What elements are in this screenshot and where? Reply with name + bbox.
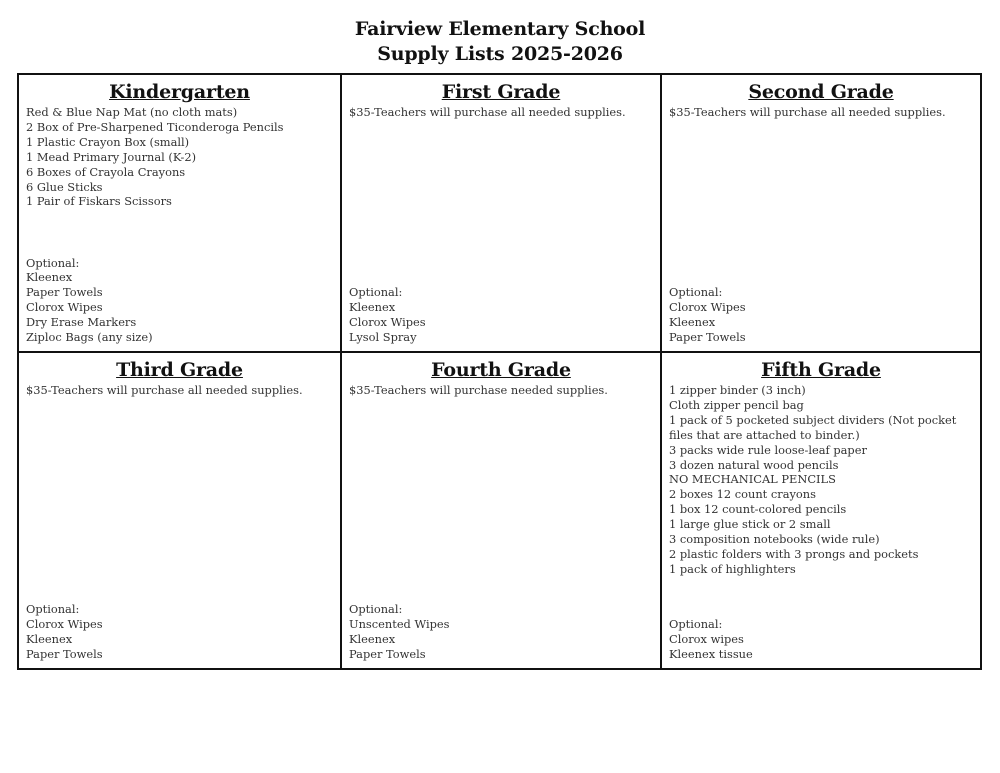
- grade-heading: Second Grade: [748, 81, 894, 103]
- required-supply-list: [349, 383, 653, 398]
- grade-cell-second: [660, 75, 980, 351]
- supply-item: 6 Boxes of Crayola Crayons: [26, 164, 186, 179]
- grade-cell-first: [340, 75, 660, 351]
- optional-item: Paper Towels: [669, 330, 746, 345]
- required-supply-list: [349, 105, 653, 120]
- optional-item: Kleenex: [26, 632, 73, 647]
- optional-item: Kleenex: [349, 632, 396, 647]
- optional-supplies: [349, 285, 653, 345]
- optional-supplies: [26, 602, 333, 662]
- document-title: [0, 17, 1000, 67]
- supply-item: $35-Teachers will purchase all needed supplies.: [669, 105, 946, 119]
- grade-heading: First Grade: [441, 81, 561, 103]
- optional-item: Kleenex tissue: [669, 647, 753, 662]
- required-supply-list: [26, 105, 333, 209]
- grade-heading: Kindergarten: [109, 81, 250, 103]
- supply-item: Cloth zipper pencil bag: [669, 397, 804, 412]
- supply-item: 2 Box of Pre-Sharpened Ticonderoga Pencils: [26, 119, 284, 134]
- optional-item: Clorox Wipes: [26, 617, 103, 632]
- optional-supply-list: [349, 617, 653, 662]
- grade-heading: Fifth Grade: [761, 359, 881, 381]
- supply-item: 1 pack of highlighters: [669, 561, 796, 576]
- optional-label: Optional:: [349, 602, 403, 617]
- required-supply-list: [669, 105, 973, 120]
- optional-item: Ziploc Bags (any size): [26, 330, 153, 345]
- optional-item: Lysol Spray: [349, 330, 417, 345]
- optional-label: Optional:: [669, 285, 723, 300]
- supply-item: 1 pack of 5 pocketed subject dividers (Not pocket files that are attached to binder.): [669, 412, 957, 442]
- optional-supplies: [669, 285, 973, 345]
- supply-item: $35-Teachers will purchase needed supplies.: [349, 383, 608, 397]
- optional-item: Clorox Wipes: [669, 300, 746, 315]
- optional-supplies: [349, 602, 653, 662]
- optional-supply-list: [349, 300, 653, 345]
- optional-item: Clorox wipes: [669, 632, 744, 647]
- optional-item: Clorox Wipes: [26, 300, 103, 315]
- supply-item: 1 large glue stick or 2 small: [669, 517, 831, 532]
- supply-item: 1 Plastic Crayon Box (small): [26, 134, 190, 149]
- grade-heading: Third Grade: [116, 359, 243, 381]
- supply-item: 1 Pair of Fiskars Scissors: [26, 194, 172, 209]
- supply-item: 1 box 12 count-colored pencils: [669, 502, 847, 517]
- supply-item: Red & Blue Nap Mat (no cloth mats): [26, 105, 238, 119]
- supply-item: 3 packs wide rule loose-leaf paper: [669, 442, 867, 457]
- optional-item: Paper Towels: [26, 285, 103, 300]
- optional-supply-list: [26, 270, 333, 345]
- grade-cell-kindergarten: [19, 75, 340, 351]
- supply-list-table: [17, 73, 982, 670]
- supply-item: 1 Mead Primary Journal (K-2): [26, 149, 197, 164]
- school-name: Fairview Elementary School: [354, 18, 646, 40]
- required-supply-list: [26, 383, 333, 398]
- optional-label: Optional:: [669, 617, 723, 632]
- optional-supply-list: [669, 300, 973, 345]
- optional-item: Kleenex: [349, 300, 396, 315]
- supply-item: 3 composition notebooks (wide rule): [669, 532, 880, 547]
- optional-label: Optional:: [349, 285, 403, 300]
- optional-supplies: [26, 256, 333, 345]
- supply-item: 2 boxes 12 count crayons: [669, 487, 816, 502]
- supply-item: $35-Teachers will purchase all needed supplies.: [349, 105, 626, 119]
- supply-item: NO MECHANICAL PENCILS: [669, 472, 836, 487]
- grade-heading: Fourth Grade: [431, 359, 571, 381]
- supply-item: 2 plastic folders with 3 prongs and pockets: [669, 546, 919, 561]
- optional-supply-list: [26, 617, 333, 662]
- optional-label: Optional:: [26, 255, 80, 270]
- document-subtitle: Supply Lists 2025-2026: [377, 43, 623, 65]
- optional-item: Paper Towels: [26, 647, 103, 662]
- optional-supply-list: [669, 632, 973, 662]
- optional-item: Unscented Wipes: [349, 617, 450, 632]
- grade-cell-third: [19, 351, 340, 668]
- grade-cell-fifth: [660, 351, 980, 668]
- optional-item: Kleenex: [669, 315, 716, 330]
- optional-item: Dry Erase Markers: [26, 315, 137, 330]
- optional-item: Clorox Wipes: [349, 315, 426, 330]
- grade-cell-fourth: [340, 351, 660, 668]
- supply-item: 1 zipper binder (3 inch): [669, 383, 806, 397]
- optional-label: Optional:: [26, 602, 80, 617]
- optional-item: Kleenex: [26, 270, 73, 285]
- supply-item: 6 Glue Sticks: [26, 179, 103, 194]
- required-supply-list: [669, 383, 973, 577]
- optional-item: Paper Towels: [349, 647, 426, 662]
- supply-item: 3 dozen natural wood pencils: [669, 457, 839, 472]
- optional-supplies: [669, 617, 973, 662]
- supply-item: $35-Teachers will purchase all needed supplies.: [26, 383, 303, 397]
